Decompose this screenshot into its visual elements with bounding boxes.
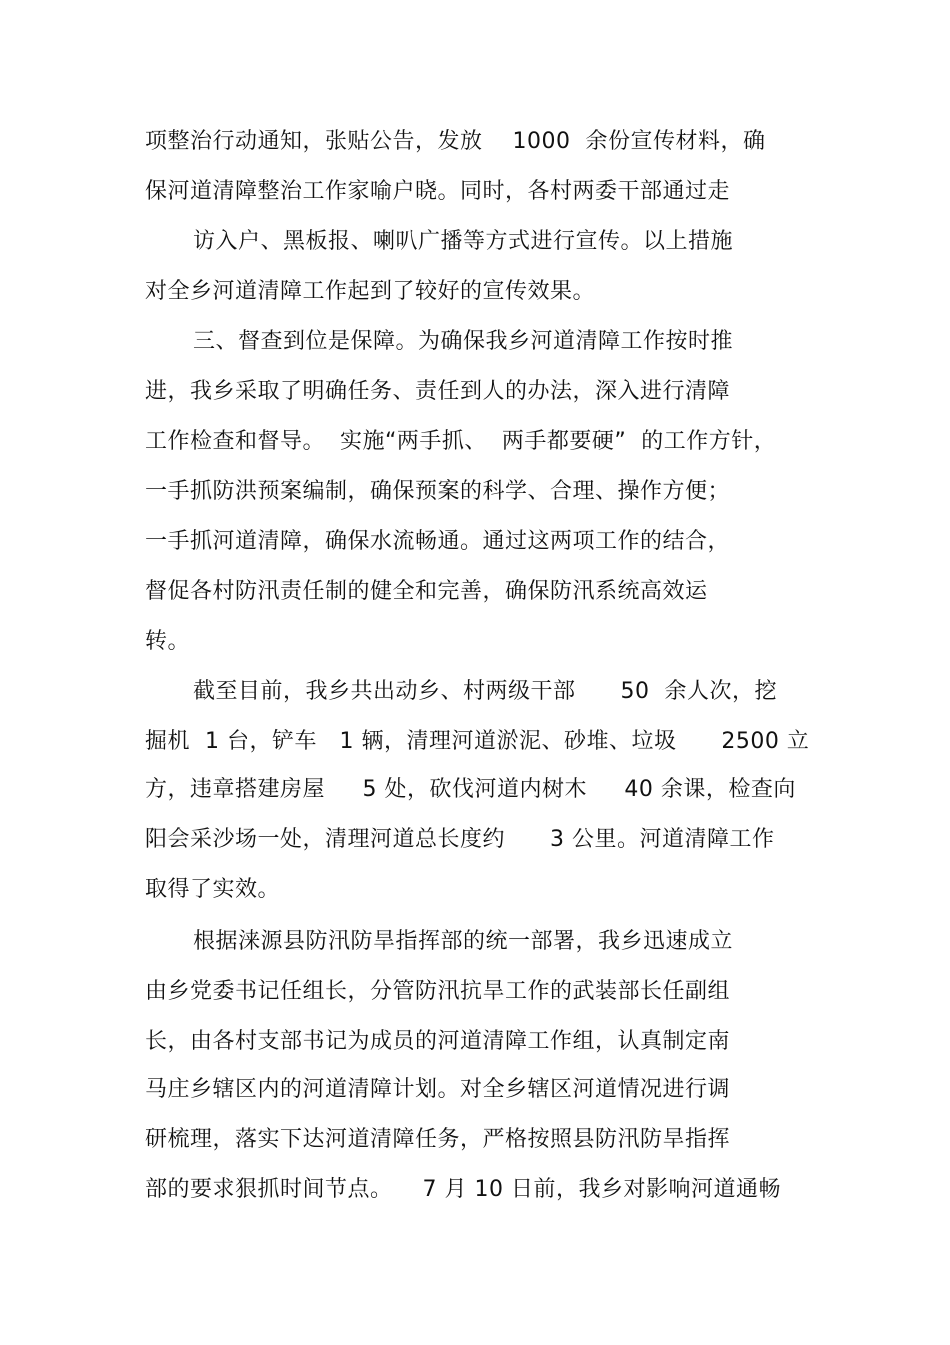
text-line: 部的要求狠抓时间节点。 7 月 10 日前，我乡对影响河道通畅	[145, 1177, 781, 1202]
text-line: 研梳理，落实下达河道清障任务，严格按照县防汛防旱指挥	[145, 1127, 731, 1152]
text-line: 掘机 1 台，铲车 1 辆，清理河道淤泥、砂堆、垃圾 2500 立	[145, 729, 810, 754]
text-line: 保河道清障整治工作家喻户晓。同时，各村两委干部通过走	[145, 179, 731, 204]
text-line: 长，由各村支部书记为成员的河道清障工作组，认真制定南	[145, 1029, 731, 1054]
text-line: 进，我乡采取了明确任务、责任到人的办法，深入进行清障	[145, 379, 731, 404]
text-line: 截至目前，我乡共出动乡、村两级干部 50 余人次，挖	[193, 679, 777, 704]
text-line: 工作检查和督导。 实施“两手抓、 两手都要硬” 的工作方针，	[145, 429, 777, 454]
text-line: 三、督查到位是保障。为确保我乡河道清障工作按时推	[193, 329, 734, 354]
text-line: 督促各村防汛责任制的健全和完善，确保防汛系统高效运	[145, 579, 708, 604]
text-line: 访入户、黑板报、喇叭广播等方式进行宣传。以上措施	[193, 229, 734, 254]
text-line: 阳会采沙场一处，清理河道总长度约 3 公里。河道清障工作	[145, 827, 775, 852]
text-line: 一手抓河道清障，确保水流畅通。通过这两项工作的结合，	[145, 529, 731, 554]
text-line: 由乡党委书记任组长，分管防汛抗旱工作的武装部长任副组	[145, 979, 731, 1004]
text-line: 取得了实效。	[145, 877, 281, 902]
text-line: 马庄乡辖区内的河道清障计划。对全乡辖区河道情况进行调	[145, 1077, 731, 1102]
text-line: 方，违章搭建房屋 5 处，砍伐河道内树木 40 余课，检查向	[145, 777, 796, 802]
text-line: 根据涞源县防汛防旱指挥部的统一部署，我乡迅速成立	[193, 929, 734, 954]
text-line: 对全乡河道清障工作起到了较好的宣传效果。	[145, 279, 596, 304]
text-line: 一手抓防洪预案编制，确保预案的科学、合理、操作方便；	[145, 479, 731, 504]
text-line: 项整治行动通知，张贴公告，发放 1000 余份宣传材料，确	[145, 129, 766, 154]
text-line: 转。	[145, 629, 191, 654]
